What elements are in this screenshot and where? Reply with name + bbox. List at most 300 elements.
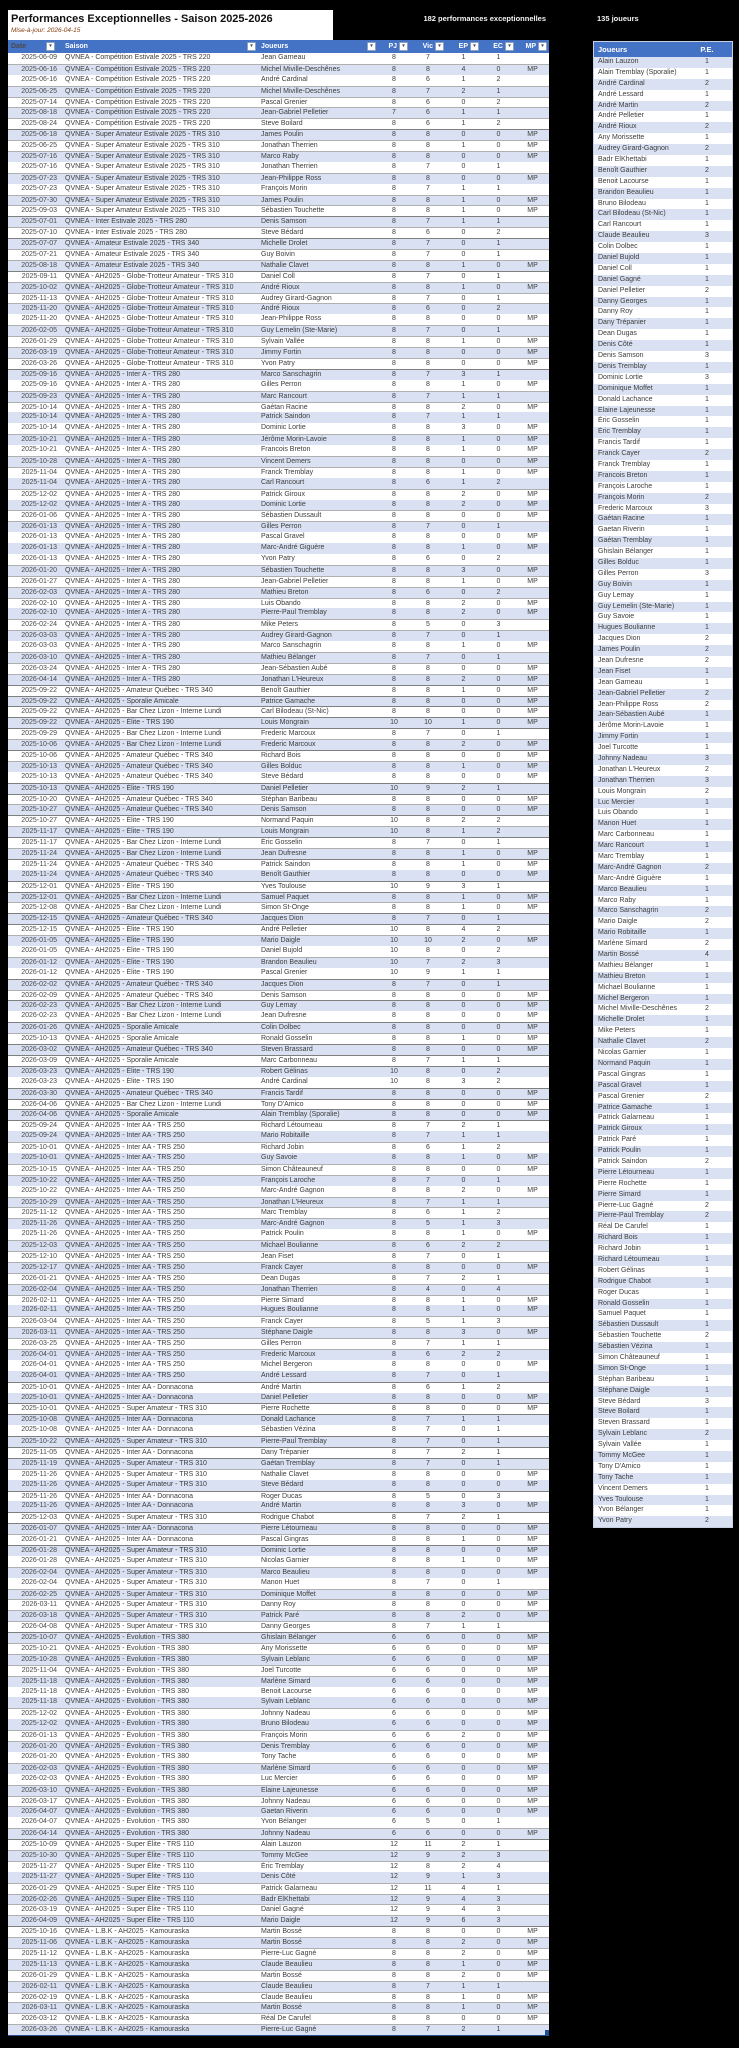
cell-ec[interactable]: 0 [496, 1743, 501, 1751]
cell-pj[interactable]: 8 [392, 1035, 396, 1043]
cell-ec[interactable]: 0 [496, 1808, 501, 1816]
cell-saison[interactable]: QVNEA - AH2025 - Super Élite - TRS 110 [65, 1917, 194, 1925]
cell-pj[interactable]: 8 [392, 512, 396, 520]
cell-mp[interactable] [516, 1448, 549, 1458]
cell-joueurs[interactable]: Jean-Gabriel Pelletier [261, 577, 329, 585]
cell-vic[interactable]: 6 [426, 1350, 430, 1358]
cell-joueurs[interactable]: Gaétan Racine [261, 403, 308, 411]
cell-ep[interactable]: 1 [461, 1306, 466, 1314]
cell-pj[interactable]: 8 [392, 1993, 396, 2001]
cell-joueurs[interactable]: Martin Bossé [261, 2004, 302, 2012]
table-resize-handle[interactable] [545, 2030, 549, 2036]
cell-ep[interactable]: 0 [461, 229, 466, 237]
cell-pj[interactable]: 8 [392, 229, 396, 237]
cell-player-name[interactable]: Francois Breton [598, 471, 648, 479]
cell-ep[interactable]: 1 [461, 380, 466, 388]
cell-date[interactable]: 2025-10-13 [21, 784, 57, 792]
cell-saison[interactable]: QVNEA - Super Amateur Estivale 2025 - TRS 310 [65, 162, 220, 170]
cell-vic[interactable]: 8 [426, 1089, 430, 1097]
cell-ec[interactable]: 2 [496, 554, 501, 562]
cell-vic[interactable]: 8 [426, 1480, 430, 1488]
cell-date[interactable]: 2026-02-26 [21, 1895, 57, 1903]
cell-ep[interactable]: 0 [461, 457, 466, 465]
cell-pj[interactable]: 8 [392, 2015, 396, 2023]
cell-ep[interactable]: 2 [461, 675, 466, 683]
cell-pe-count[interactable]: 1 [705, 929, 709, 937]
cell-player-name[interactable]: Mike Peters [598, 1027, 635, 1035]
cell-ec[interactable]: 1 [496, 1056, 501, 1064]
cell-joueurs[interactable]: Guy Boivin [261, 251, 295, 259]
cell-ep[interactable]: 2 [461, 937, 466, 945]
cell-mp[interactable]: MP [527, 196, 538, 204]
cell-ec[interactable]: 2 [496, 1350, 501, 1358]
cell-saison[interactable]: QVNEA - AH2025 - Inter AA - Donnacona [65, 1449, 194, 1456]
cell-date[interactable]: 2025-11-05 [21, 1449, 57, 1456]
cell-pj[interactable]: 8 [392, 795, 396, 803]
cell-ep[interactable]: 1 [461, 75, 466, 83]
cell-vic[interactable]: 8 [426, 1067, 430, 1075]
cell-mp[interactable]: MP [527, 1786, 538, 1794]
cell-joueurs[interactable]: François Laroche [261, 1176, 316, 1184]
cell-mp[interactable] [516, 272, 549, 282]
cell-saison[interactable]: QVNEA - AH2025 - Inter A - TRS 280 [65, 642, 181, 650]
cell-pj[interactable]: 8 [392, 1111, 396, 1119]
cell-joueurs[interactable]: Steve Bédard [261, 1480, 304, 1488]
cell-mp[interactable] [516, 1513, 549, 1523]
cell-date[interactable]: 2025-09-22 [21, 697, 57, 705]
cell-saison[interactable]: QVNEA - AH2025 - Évolution - TRS 380 [65, 1698, 189, 1706]
cell-pj[interactable]: 12 [390, 1906, 398, 1914]
cell-pe-count[interactable]: 1 [705, 1027, 709, 1035]
cell-pj[interactable]: 8 [392, 500, 396, 508]
cell-player-name[interactable]: Bruno Bilodeau [598, 199, 646, 207]
cell-vic[interactable]: 8 [426, 1939, 430, 1947]
cell-pe-count[interactable]: 2 [705, 1517, 709, 1525]
cell-ec[interactable]: 1 [496, 980, 501, 988]
cell-ep[interactable]: 4 [461, 65, 466, 73]
cell-saison[interactable]: QVNEA - AH2025 - Bar Chez Lizon - Interne Lundi [65, 839, 222, 847]
cell-pj[interactable]: 8 [392, 1371, 396, 1379]
cell-joueurs[interactable]: Brandon Beaulieu [261, 958, 317, 966]
cell-joueurs[interactable]: Patrick Galarneau [261, 1884, 318, 1892]
cell-player-name[interactable]: Éric Tremblay [598, 428, 641, 436]
cell-joueurs[interactable]: Dominic Lortie [261, 500, 306, 508]
cell-mp[interactable]: MP [527, 153, 538, 161]
cell-pe-count[interactable]: 2 [705, 1157, 709, 1165]
cell-vic[interactable]: 6 [426, 1774, 430, 1782]
cell-ec[interactable]: 0 [496, 1612, 501, 1620]
cell-ec[interactable]: 0 [496, 315, 501, 323]
cell-ep[interactable]: 2 [461, 500, 466, 508]
cell-vic[interactable]: 8 [426, 860, 430, 868]
cell-date[interactable]: 2025-11-24 [21, 860, 57, 868]
cell-ec[interactable]: 0 [496, 1035, 501, 1043]
cell-date[interactable]: 2025-11-20 [21, 305, 57, 313]
cell-joueurs[interactable]: Mathieu Bélanger [261, 653, 316, 661]
cell-joueurs[interactable]: Michelle Drolet [261, 240, 308, 248]
cell-saison[interactable]: QVNEA - Super Amateur Estivale 2025 - TRS 310 [65, 174, 220, 182]
cell-ep[interactable]: 0 [461, 839, 466, 847]
cell-player-name[interactable]: Jonathan Therrien [598, 776, 655, 784]
cell-date[interactable]: 2026-01-13 [21, 554, 57, 562]
cell-joueurs[interactable]: Simon St-Onge [261, 904, 309, 912]
cell-pj[interactable]: 8 [392, 1949, 396, 1957]
cell-mp[interactable]: MP [527, 609, 538, 617]
cell-ec[interactable]: 0 [496, 1296, 501, 1304]
cell-saison[interactable]: QVNEA - AH2025 - Inter AA - TRS 250 [65, 1220, 185, 1228]
cell-saison[interactable]: QVNEA - AH2025 - Bar Chez Lizon - Interne Lundi [65, 850, 222, 858]
cell-ep[interactable]: 2 [461, 490, 466, 498]
cell-mp[interactable]: MP [527, 1612, 538, 1620]
cell-saison[interactable]: QVNEA - AH2025 - Inter AA - TRS 250 [65, 1122, 185, 1130]
cell-vic[interactable]: 8 [426, 1590, 430, 1598]
cell-saison[interactable]: QVNEA - AH2025 - Bar Chez Lizon - Interne Lundi [65, 1002, 222, 1010]
cell-saison[interactable]: QVNEA - AH2025 - Bar Chez Lizon - Interne Lundi [65, 904, 222, 912]
cell-player-name[interactable]: Benoit Lacourse [598, 177, 649, 185]
cell-ep[interactable]: 0 [461, 1578, 466, 1586]
cell-player-name[interactable]: Yvon Bélanger [598, 1506, 644, 1514]
cell-player-name[interactable]: Alain Lauzon [598, 58, 639, 65]
cell-pe-count[interactable]: 1 [705, 1364, 709, 1372]
cell-vic[interactable]: 7 [426, 370, 430, 378]
cell-pe-count[interactable]: 1 [705, 199, 709, 207]
cell-player-name[interactable]: Pascal Gingras [598, 1070, 646, 1078]
cell-date[interactable]: 2025-10-06 [21, 752, 57, 759]
cell-vic[interactable]: 8 [426, 174, 430, 182]
cell-date[interactable]: 2026-03-02 [21, 1046, 57, 1054]
cell-ec[interactable]: 0 [496, 1089, 501, 1097]
cell-date[interactable]: 2026-01-29 [21, 1884, 57, 1892]
cell-pe-count[interactable]: 2 [705, 907, 709, 915]
cell-joueurs[interactable]: Steve Bédard [261, 229, 304, 237]
cell-vic[interactable]: 6 [426, 1797, 430, 1805]
cell-pe-count[interactable]: 1 [705, 1353, 709, 1361]
cell-saison[interactable]: QVNEA - Amateur Estivale 2025 - TRS 340 [65, 251, 200, 259]
cell-ep[interactable]: 0 [461, 1012, 466, 1020]
cell-mp[interactable] [516, 1067, 549, 1077]
cell-ec[interactable]: 0 [496, 1405, 501, 1413]
cell-ec[interactable]: 1 [496, 327, 501, 335]
cell-pj[interactable]: 8 [392, 153, 396, 161]
cell-date[interactable]: 2026-04-01 [21, 1360, 57, 1368]
cell-joueurs[interactable]: Sébastien Touchette [261, 207, 325, 215]
cell-vic[interactable]: 9 [426, 1917, 430, 1925]
cell-pj[interactable]: 8 [392, 1198, 396, 1206]
cell-vic[interactable]: 7 [426, 523, 430, 531]
cell-mp[interactable]: MP [527, 850, 538, 858]
cell-date[interactable]: 2026-02-10 [21, 609, 57, 617]
cell-joueurs[interactable]: Franck Tremblay [261, 468, 314, 476]
cell-vic[interactable]: 8 [426, 446, 430, 454]
cell-ep[interactable]: 0 [461, 315, 466, 323]
cell-ep[interactable]: 1 [461, 120, 466, 128]
cell-ec[interactable]: 0 [496, 664, 501, 672]
cell-joueurs[interactable]: Marco Sanschagrin [261, 370, 322, 378]
cell-date[interactable]: 2025-12-03 [21, 1242, 57, 1250]
cell-vic[interactable]: 7 [426, 1122, 430, 1130]
cell-ep[interactable]: 0 [461, 1176, 466, 1184]
cell-joueurs[interactable]: Vincent Demers [261, 457, 311, 465]
cell-date[interactable]: 2026-01-12 [21, 958, 57, 966]
cell-joueurs[interactable]: Steve Bédard [261, 772, 304, 780]
cell-mp[interactable]: MP [527, 1752, 538, 1760]
cell-joueurs[interactable]: Luc Mercier [261, 1774, 298, 1782]
cell-pj[interactable]: 6 [392, 1774, 396, 1782]
cell-joueurs[interactable]: Yvon Bélanger [261, 1818, 307, 1826]
cell-ec[interactable]: 0 [496, 566, 501, 574]
cell-joueurs[interactable]: François Morin [261, 184, 308, 192]
cell-joueurs[interactable]: Marlène Simard [261, 1677, 311, 1685]
cell-ec[interactable]: 2 [496, 229, 501, 237]
cell-pj[interactable]: 8 [392, 609, 396, 617]
cell-saison[interactable]: QVNEA - L.B.K - AH2025 - Kamouraska [65, 1949, 190, 1957]
cell-saison[interactable]: QVNEA - AH2025 - Super Élite - TRS 110 [65, 1851, 194, 1859]
cell-vic[interactable]: 8 [426, 708, 430, 716]
cell-mp[interactable] [516, 1252, 549, 1262]
cell-pj[interactable]: 8 [392, 1480, 396, 1488]
cell-vic[interactable]: 6 [426, 1808, 430, 1816]
cell-vic[interactable]: 6 [426, 1830, 430, 1838]
cell-ep[interactable]: 2 [461, 2026, 466, 2034]
cell-date[interactable]: 2025-11-13 [21, 294, 57, 302]
cell-player-name[interactable]: Jean Fiset [598, 667, 631, 675]
cell-vic[interactable]: 8 [426, 947, 430, 955]
cell-ep[interactable]: 0 [461, 240, 466, 248]
cell-vic[interactable]: 8 [426, 1547, 430, 1555]
filter-button-vic-icon[interactable]: ▾ [435, 42, 444, 51]
cell-saison[interactable]: QVNEA - AH2025 - Sporalie Amicale [65, 1111, 179, 1119]
cell-mp[interactable] [516, 108, 549, 118]
cell-joueurs[interactable]: Yvon Patry [261, 554, 295, 562]
cell-ep[interactable]: 2 [461, 1862, 466, 1870]
cell-pe-count[interactable]: 1 [705, 471, 709, 479]
cell-player-name[interactable]: Patrick Poulin [598, 1147, 641, 1155]
cell-ep[interactable]: 1 [461, 544, 466, 552]
cell-vic[interactable]: 8 [426, 1263, 430, 1271]
cell-pe-count[interactable]: 1 [705, 885, 709, 893]
cell-date[interactable]: 2026-01-20 [21, 1752, 57, 1760]
cell-date[interactable]: 2026-01-07 [21, 1525, 57, 1533]
cell-vic[interactable]: 8 [426, 609, 430, 617]
cell-saison[interactable]: QVNEA - AH2025 - Sporalie Amicale [65, 1035, 179, 1043]
cell-ec[interactable]: 0 [496, 283, 501, 291]
cell-ec[interactable]: 0 [496, 1153, 501, 1161]
cell-mp[interactable]: MP [527, 1035, 538, 1043]
cell-vic[interactable]: 8 [426, 338, 430, 346]
cell-vic[interactable]: 8 [426, 599, 430, 607]
cell-pj[interactable]: 12 [390, 1884, 398, 1892]
cell-ep[interactable]: 1 [461, 762, 466, 770]
cell-joueurs[interactable]: Carl Bilodeau (St-Nic) [261, 708, 329, 716]
cell-mp[interactable] [516, 53, 549, 64]
cell-saison[interactable]: QVNEA - AH2025 - Inter A - TRS 280 [65, 554, 181, 562]
cell-saison[interactable]: QVNEA - AH2025 - Inter A - TRS 280 [65, 380, 181, 388]
cell-pj[interactable]: 8 [392, 752, 396, 759]
cell-date[interactable]: 2026-02-19 [21, 1993, 57, 2001]
cell-mp[interactable]: MP [527, 1186, 538, 1194]
cell-joueurs[interactable]: André Lessard [261, 1371, 307, 1379]
cell-mp[interactable]: MP [527, 708, 538, 716]
cell-pj[interactable]: 6 [392, 1818, 396, 1826]
cell-date[interactable]: 2025-08-18 [21, 261, 57, 269]
cell-player-name[interactable]: Johnny Nadeau [598, 755, 648, 762]
cell-ep[interactable]: 1 [461, 893, 466, 901]
cell-pj[interactable]: 8 [392, 1623, 396, 1631]
cell-date[interactable]: 2026-03-10 [21, 653, 57, 661]
cell-mp[interactable]: MP [527, 1405, 538, 1413]
cell-ec[interactable]: 0 [496, 937, 501, 945]
cell-ec[interactable]: 0 [496, 142, 501, 150]
cell-ec[interactable]: 0 [496, 512, 501, 520]
cell-vic[interactable]: 6 [426, 1634, 430, 1642]
cell-mp[interactable]: MP [527, 762, 538, 770]
cell-saison[interactable]: QVNEA - AH2025 - Super Amateur - TRS 310 [65, 1623, 207, 1631]
cell-ep[interactable]: 0 [461, 730, 466, 738]
cell-ep[interactable]: 0 [461, 1480, 466, 1488]
cell-ep[interactable]: 1 [461, 686, 466, 694]
cell-mp[interactable] [516, 1840, 549, 1850]
cell-date[interactable]: 2026-03-19 [21, 349, 57, 357]
cell-player-name[interactable]: Gaetan Riverin [598, 526, 645, 534]
cell-ec[interactable]: 0 [496, 752, 501, 759]
cell-pe-count[interactable]: 3 [705, 1397, 709, 1405]
cell-ep[interactable]: 4 [461, 926, 466, 934]
cell-ec[interactable]: 0 [496, 544, 501, 552]
cell-vic[interactable]: 8 [426, 1230, 430, 1238]
cell-date[interactable]: 2025-11-17 [21, 839, 57, 847]
cell-saison[interactable]: QVNEA - AH2025 - Élite - TRS 190 [65, 784, 174, 792]
cell-ep[interactable]: 1 [461, 1416, 466, 1424]
cell-date[interactable]: 2026-02-03 [21, 1774, 57, 1782]
cell-pj[interactable]: 6 [392, 1752, 396, 1760]
cell-pe-count[interactable]: 1 [705, 537, 709, 545]
cell-joueurs[interactable]: Stéphan Baribeau [261, 795, 318, 803]
cell-ep[interactable]: 0 [461, 870, 466, 878]
cell-pj[interactable]: 8 [392, 1525, 396, 1533]
cell-pj[interactable]: 8 [392, 1002, 396, 1010]
cell-pe-count[interactable]: 1 [705, 1419, 709, 1427]
cell-player-name[interactable]: André Lessard [598, 90, 644, 98]
cell-ec[interactable]: 0 [496, 719, 501, 727]
cell-saison[interactable]: QVNEA - AH2025 - Amateur Québec - TRS 340 [65, 686, 213, 694]
cell-vic[interactable]: 8 [426, 1100, 430, 1108]
cell-saison[interactable]: QVNEA - AH2025 - Super Amateur - TRS 310 [65, 1438, 207, 1446]
cell-vic[interactable]: 8 [426, 870, 430, 878]
cell-joueurs[interactable]: Marco Raby [261, 153, 299, 161]
cell-joueurs[interactable]: Alain Lauzon [261, 1841, 302, 1849]
cell-date[interactable]: 2025-11-18 [21, 1677, 57, 1685]
cell-ec[interactable]: 1 [496, 1459, 501, 1467]
cell-ep[interactable]: 2 [461, 1971, 466, 1979]
cell-pj[interactable]: 8 [392, 686, 396, 694]
cell-ep[interactable]: 0 [461, 1111, 466, 1119]
cell-pe-count[interactable]: 1 [705, 733, 709, 741]
cell-date[interactable]: 2025-10-28 [21, 457, 57, 465]
cell-saison[interactable]: QVNEA - AH2025 - Globe-Trotteur Amateur - TRS 310 [65, 305, 234, 313]
cell-saison[interactable]: QVNEA - AH2025 - Inter A - TRS 280 [65, 533, 181, 541]
cell-player-name[interactable]: Joel Turcotte [598, 744, 639, 752]
cell-saison[interactable]: QVNEA - Super Amateur Estivale 2025 - TRS 310 [65, 184, 220, 192]
cell-date[interactable]: 2025-09-24 [21, 1132, 57, 1140]
cell-pe-count[interactable]: 1 [705, 90, 709, 98]
cell-date[interactable]: 2026-01-05 [21, 937, 57, 945]
cell-joueurs[interactable]: Michel Miville-Deschênes [261, 87, 340, 95]
cell-ec[interactable]: 0 [496, 1774, 501, 1782]
cell-ep[interactable]: 0 [461, 772, 466, 780]
cell-ep[interactable]: 4 [461, 1884, 466, 1892]
cell-joueurs[interactable]: Martin Bossé [261, 1928, 302, 1936]
cell-date[interactable]: 2025-07-01 [21, 218, 57, 226]
cell-saison[interactable]: QVNEA - AH2025 - Élite - TRS 190 [65, 1067, 174, 1075]
cell-saison[interactable]: QVNEA - AH2025 - Amateur Québec - TRS 340 [65, 806, 213, 814]
cell-joueurs[interactable]: Jonathan L'Heureux [261, 1198, 324, 1206]
cell-player-name[interactable]: Pierre Simard [598, 1190, 641, 1198]
cell-ep[interactable]: 1 [461, 860, 466, 868]
cell-pj[interactable]: 8 [392, 642, 396, 650]
cell-date[interactable]: 2026-01-27 [21, 577, 57, 585]
cell-pe-count[interactable]: 1 [705, 482, 709, 490]
cell-saison[interactable]: QVNEA - L.B.K - AH2025 - Kamouraska [65, 1939, 190, 1947]
cell-player-name[interactable]: Gaétan Tremblay [598, 537, 652, 545]
cell-joueurs[interactable]: Éric Tremblay [261, 1862, 304, 1870]
cell-mp[interactable] [516, 87, 549, 97]
cell-date[interactable]: 2025-06-16 [21, 65, 57, 73]
cell-pj[interactable]: 8 [392, 1405, 396, 1413]
cell-mp[interactable]: MP [527, 664, 538, 672]
cell-date[interactable]: 2025-10-22 [21, 1438, 57, 1446]
cell-saison[interactable]: QVNEA - AH2025 - Inter AA - TRS 250 [65, 1274, 185, 1282]
cell-joueurs[interactable]: André Pelletier [261, 926, 307, 934]
cell-ep[interactable]: 1 [461, 1153, 466, 1161]
cell-vic[interactable]: 8 [426, 795, 430, 803]
cell-mp[interactable] [516, 1437, 549, 1447]
cell-date[interactable]: 2026-01-13 [21, 544, 57, 552]
cell-player-name[interactable]: Colin Dolbec [598, 243, 638, 251]
cell-saison[interactable]: QVNEA - AH2025 - Bar Chez Lizon - Interne Lundi [65, 741, 222, 749]
cell-ec[interactable]: 0 [496, 991, 501, 999]
cell-ec[interactable]: 1 [496, 392, 501, 400]
cell-ec[interactable]: 1 [496, 1449, 501, 1456]
cell-saison[interactable]: QVNEA - AH2025 - Inter AA - TRS 250 [65, 1350, 185, 1358]
cell-ec[interactable]: 0 [496, 686, 501, 694]
cell-date[interactable]: 2026-03-12 [21, 2015, 57, 2023]
cell-vic[interactable]: 8 [426, 664, 430, 672]
cell-pe-count[interactable]: 1 [705, 428, 709, 436]
cell-ep[interactable]: 0 [461, 533, 466, 541]
cell-date[interactable]: 2026-03-26 [21, 2026, 57, 2034]
cell-vic[interactable]: 8 [426, 904, 430, 912]
cell-player-name[interactable]: Manon Huet [598, 820, 637, 828]
cell-ec[interactable]: 0 [496, 207, 501, 215]
cell-date[interactable]: 2025-11-06 [21, 1939, 57, 1947]
cell-joueurs[interactable]: Daniel Pelletier [261, 784, 309, 792]
cell-saison[interactable]: QVNEA - AH2025 - Inter A - TRS 280 [65, 544, 181, 552]
cell-joueurs[interactable]: Marc-André Gagnon [261, 1220, 325, 1228]
cell-ec[interactable]: 4 [496, 1285, 501, 1293]
cell-date[interactable]: 2025-11-26 [21, 1502, 57, 1510]
cell-date[interactable]: 2025-10-01 [21, 1383, 57, 1391]
cell-pj[interactable]: 8 [392, 478, 396, 486]
cell-ec[interactable]: 1 [496, 1982, 501, 1990]
cell-ec[interactable]: 2 [496, 817, 501, 825]
cell-mp[interactable] [516, 968, 549, 979]
cell-pj[interactable]: 8 [392, 338, 396, 346]
cell-joueurs[interactable]: Pierre-Paul Tremblay [261, 1438, 327, 1446]
cell-mp[interactable] [516, 326, 549, 336]
cell-ec[interactable]: 0 [496, 424, 501, 432]
cell-ec[interactable]: 0 [496, 1601, 501, 1609]
cell-date[interactable]: 2025-07-21 [21, 251, 57, 259]
